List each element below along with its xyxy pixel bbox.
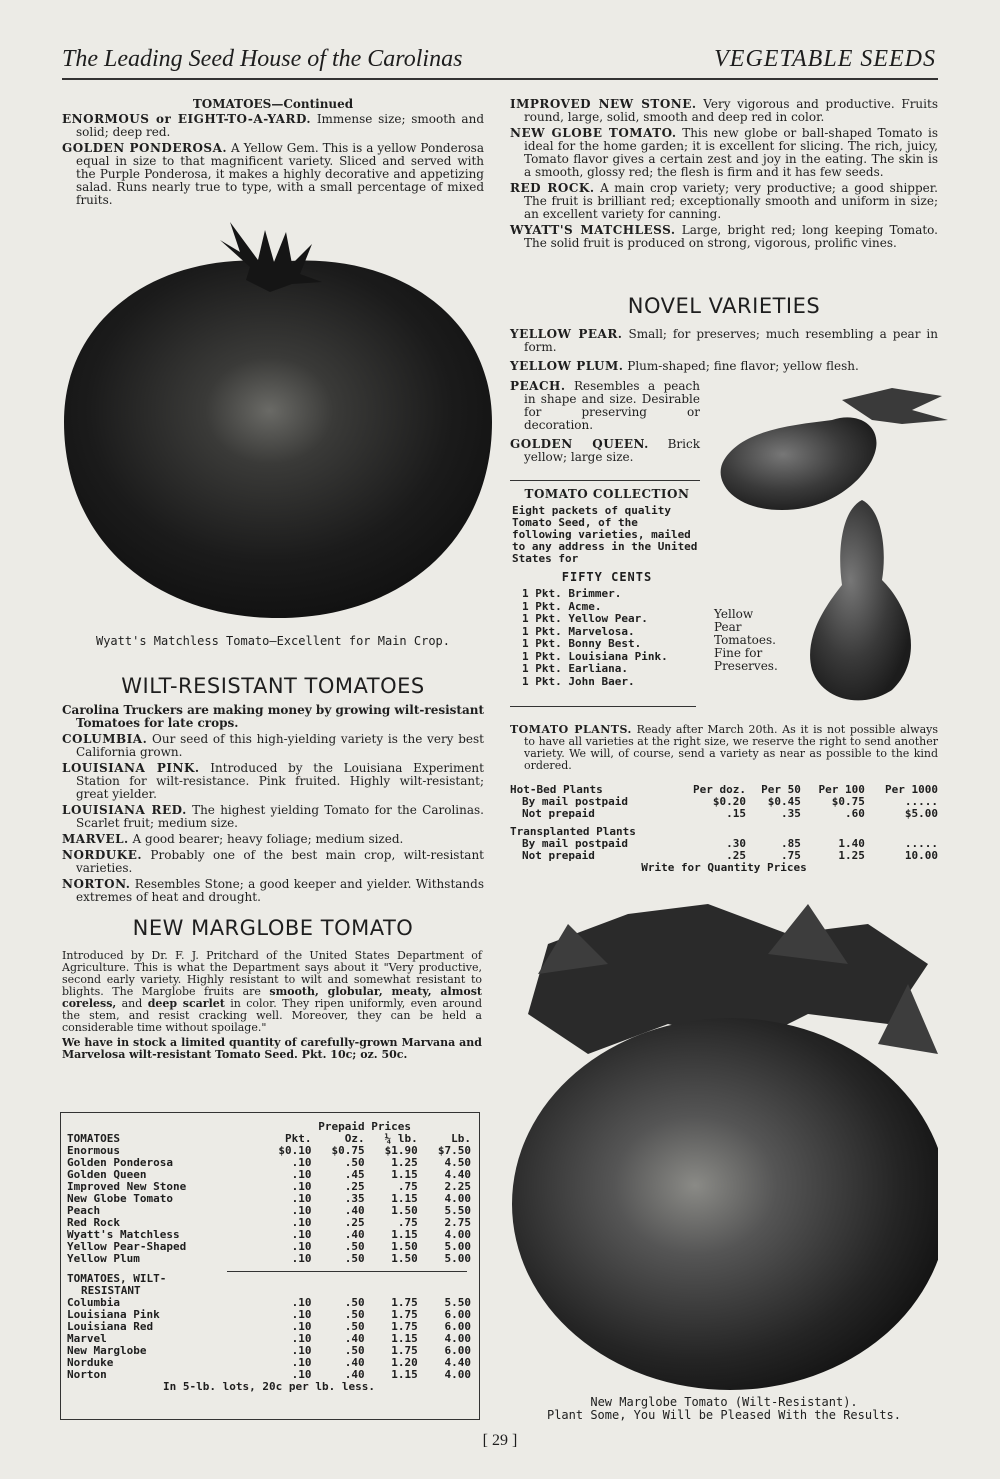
row-value: $0.45 [767,795,801,808]
row-value: .10 [291,1320,312,1333]
row-value: .40 [344,1368,365,1381]
wilt-resistant-heading: WILT-RESISTANT TOMATOES [121,674,425,698]
row-value: .40 [344,1356,365,1369]
left-top-text [62,98,484,210]
row-value: .10 [291,1344,312,1357]
plants-col-per-50: Per 50 [761,783,801,796]
price-table-title: Prepaid Prices [318,1120,412,1133]
wilt-item-louisiana-red: LOUISIANA RED. The highest yielding Tomato for the Carolinas. Scarlet fruit; medium size. [62,803,484,830]
header-left-title: The Leading Seed House of the Carolinas [62,46,463,72]
wilt-item-norton: NORTON. Resembles Stone; a good keeper and yielder. Withstands extremes of heat and drought. [62,877,484,904]
marglobe-text [62,950,482,1061]
row-value: .50 [344,1344,365,1357]
row-value: .10 [291,1332,312,1345]
new-marglobe-tomato-photo [508,904,938,1394]
row-value: .25 [726,849,746,862]
wyatts-caption: Wyatt's Matchless Tomato—Excellent for Main Crop. [95,634,450,648]
row-value: $0.75 [331,1144,365,1157]
col-pkt: Pkt. [284,1132,312,1145]
collection-item: 1 Pkt. Bonny Best. [522,637,642,650]
collection-text: Eight packets of quality Tomato Seed, of the following varieties, mailed to any address in the United States for [512,504,698,565]
row-value: .10 [291,1192,312,1205]
row-value: .50 [344,1252,365,1265]
row-value: 1.15 [391,1332,418,1345]
row-value: .10 [291,1204,312,1217]
row-value: .50 [344,1320,365,1333]
item-new-globe: NEW GLOBE TOMATO. This new globe or ball-shaped Tomato is ideal for the home garden; it is excellent for slicing. The rich, juicy, Tomato flavor gives a certain zest and joy in the eating. The skin is a smooth, glossy red; the flesh is firm and it has few seeds. [510,126,938,179]
wyatts-matchless-tomato-photo [60,222,496,622]
row-label: Wyatt's Matchless [67,1228,180,1241]
row-value: 6.00 [444,1344,471,1357]
row-value: 5.50 [444,1204,471,1217]
row-value: .50 [344,1296,365,1309]
pear-caption [714,608,794,673]
wilt-intro: Carolina Truckers are making money by growing wilt-resistant Tomatoes for late crops. [62,703,484,730]
row-value: 1.25 [391,1156,418,1169]
collection-item: 1 Pkt. Earliana. [522,662,628,675]
row-value: .50 [344,1308,365,1321]
item-enormous: ENORMOUS or EIGHT-TO-A-YARD. Immense size; smooth and solid; deep red. [62,112,484,139]
row-value: 4.00 [444,1332,471,1345]
item-wyatts-matchless: WYATT'S MATCHLESS. Large, bright red; long keeping Tomato. The solid fruit is produced on strong, vigorous, prolific vines. [510,223,938,250]
marglobe-caption-line-1: New Marglobe Tomato (Wilt-Resistant). [590,1395,858,1409]
row-label: Not prepaid [522,807,595,820]
marglobe-stock-note: We have in stock a limited quantity of carefully-grown Marvana and Marvelosa wilt-resistant Tomato Seed. Pkt. 10c; oz. 50c. [62,1036,482,1061]
right-top-text [510,98,938,253]
row-value: $7.50 [437,1144,471,1157]
row-value: 1.50 [391,1252,418,1265]
row-label: Louisiana Pink [67,1308,160,1321]
row-value: .75 [780,849,801,862]
plants-price-table [510,784,938,874]
row-label: Not prepaid [522,849,595,862]
table-row [67,1253,471,1265]
collection-item: 1 Pkt. Yellow Pear. [522,612,648,625]
pear-caption-line-1: Yellow [714,607,754,621]
row-label: Marvel [67,1332,107,1345]
wilt-item-louisiana-pink: LOUISIANA PINK. Introduced by the Louisiana Experiment Station for wilt-resistance. Pink fruited. Highly wilt-resistant; great yielder. [62,761,484,801]
tomato-plants-text [510,724,938,772]
header-rule [62,78,938,80]
row-value: 4.00 [444,1368,471,1381]
row-value: .35 [780,807,801,820]
row-value: 1.75 [391,1344,418,1357]
row-value: 1.15 [391,1192,418,1205]
row-value: .60 [844,807,865,820]
new-marglobe-heading: NEW MARGLOBE TOMATO [132,916,414,940]
row-value: .10 [291,1240,312,1253]
price-table-box [60,1112,480,1420]
row-value: .25 [344,1180,365,1193]
marglobe-caption [510,1396,938,1422]
row-label: Golden Queen [67,1168,147,1181]
table-row [510,808,938,820]
row-label: Norduke [67,1356,114,1369]
row-value: .10 [291,1308,312,1321]
row-value: 4.00 [444,1228,471,1241]
row-value: $0.20 [712,795,746,808]
row-label: Enormous [67,1144,120,1157]
wilt-item-norduke: NORDUKE. Probably one of the best main crop, wilt-resistant varieties. [62,848,484,875]
row-label: New Globe Tomato [67,1192,173,1205]
row-value: .10 [291,1368,312,1381]
row-label: Yellow Pear-Shaped [67,1240,187,1253]
item-red-rock: RED ROCK. A main crop variety; very productive; a good shipper. The fruit is brilliant red; exceptionally smooth and uniform in size; an excellent variety for canning. [510,181,938,221]
row-label: Peach [67,1204,101,1217]
pear-caption-line-5: Preserves. [714,659,778,673]
wilt-item-marvel: MARVEL. A good bearer; heavy foliage; medium sized. [62,832,404,846]
row-value: .30 [726,837,746,850]
collection-heading: TOMATO COLLECTION [524,487,690,501]
row-value: 1.20 [391,1356,418,1369]
header-right-title: VEGETABLE SEEDS [714,46,936,72]
row-value: 4.40 [444,1356,471,1369]
row-value: $5.00 [904,807,938,820]
row-value: 1.25 [838,849,865,862]
plants-footer: Write for Quantity Prices [641,861,807,874]
wilt-resistant-list [62,704,484,907]
novel-varieties-heading: NOVEL VARIETIES [627,294,821,318]
row-value: .40 [344,1332,365,1345]
row-value: .35 [344,1192,365,1205]
plants-col-per-doz: Per doz. [693,783,746,796]
row-value: 10.00 [904,849,938,862]
tomato-collection [512,488,702,688]
row-value: .10 [291,1180,312,1193]
row-label: By mail postpaid [522,795,628,808]
row-value: 5.50 [444,1296,471,1309]
tomatoes-continued-heading: TOMATOES—Continued [192,97,354,111]
collection-item: 1 Pkt. Brimmer. [522,587,622,600]
row-value: 1.75 [391,1308,418,1321]
plants-col-per-1000: Per 1000 [885,783,938,796]
price-table-section-wilt-b: RESISTANT [81,1284,141,1297]
collection-item: 1 Pkt. Acme. [522,599,602,613]
novel-item-peach: PEACH. Resembles a peach in shape and size. Desirable for preserving or decoration. [510,379,700,432]
collection-rule-top [510,480,700,481]
item-improved-new-stone: IMPROVED NEW STONE. Very vigorous and productive. Fruits round, large, solid, smooth and deep red in color. [510,97,938,124]
row-value: 1.15 [391,1368,418,1381]
row-value: ..... [904,795,938,808]
row-value: 1.40 [838,837,865,850]
marglobe-caption-line-2: Plant Some, You Will be Pleased With the Results. [546,1408,901,1422]
page-number: [ 29 ] [482,1432,518,1449]
row-value: .45 [344,1168,365,1181]
row-value: 1.75 [391,1320,418,1333]
row-value: 2.25 [444,1180,471,1193]
plants-group-transplanted: Transplanted Plants [510,825,636,838]
col-lb: Lb. [451,1132,471,1145]
collection-rule-bottom [510,706,696,707]
row-value: .10 [291,1228,312,1241]
row-value: 1.75 [391,1296,418,1309]
wilt-item-columbia: COLUMBIA. Our seed of this high-yielding variety is the very best California grown. [62,732,484,759]
row-label: Norton [67,1368,107,1381]
row-value: .75 [397,1180,418,1193]
row-value: .10 [291,1156,312,1169]
collection-item: 1 Pkt. Marvelosa. [522,624,635,638]
row-value: 5.00 [444,1252,471,1265]
col-oz: Oz. [344,1132,365,1145]
price-table-footnote: In 5-lb. lots, 20c per lb. less. [163,1380,375,1393]
row-value: ..... [904,837,938,850]
row-label: Improved New Stone [67,1180,187,1193]
row-label: Yellow Plum [67,1252,140,1265]
row-value: .15 [726,807,746,820]
collection-item: 1 Pkt. Louisiana Pink. [522,649,668,663]
novel-item-golden-queen: GOLDEN QUEEN. Brick yellow; large size. [510,437,700,464]
row-value: 2.75 [444,1216,471,1229]
item-golden-ponderosa: GOLDEN PONDEROSA. A Yellow Gem. This is a yellow Ponderosa equal in size to that magnificent variety. Sliced and served with the Purple Ponderosa, it makes a highly decorative and appetizing salad. Runs nearly true to type, with a small percentage of mixed fruits. [62,141,484,207]
row-value: .40 [344,1228,365,1241]
row-value: $0.10 [278,1144,312,1157]
row-value: $0.75 [831,795,865,808]
collection-item: 1 Pkt. John Baer. [522,674,635,688]
novel-varieties-list [510,328,938,379]
price-table [67,1121,471,1393]
marglobe-description: Introduced by Dr. F. J. Pritchard of the United States Department of Agriculture. This is what the Department says about it "Very productive, second early variety. Highly resistant to wilt and somewhat resistant to blights. The Marglobe fruits are smooth, globular, meaty, almost coreless, and deep scarlet in color. They ripen uniformly, even around the stem, and resist cracking well. Moreover, they can be held a considerable time without spoilage." [62,949,482,1034]
row-value: 1.50 [391,1204,418,1217]
row-label: By mail postpaid [522,837,628,850]
row-value: 4.50 [444,1156,471,1169]
row-value: 6.00 [444,1308,471,1321]
row-value: 1.15 [391,1228,418,1241]
row-value: 1.50 [391,1240,418,1253]
row-value: $1.90 [384,1144,418,1157]
row-value: .10 [291,1168,312,1181]
pear-caption-line-4: Fine for [714,646,763,660]
row-label: Red Rock [67,1216,120,1229]
row-value: .50 [344,1156,365,1169]
row-value: 1.15 [391,1168,418,1181]
collection-price: FIFTY CENTS [561,570,653,584]
row-value: .75 [397,1216,418,1229]
pear-caption-line-2: Pear [714,620,742,634]
row-value: 4.00 [444,1192,471,1205]
row-label: Columbia [67,1296,120,1309]
collection-items [512,588,702,688]
row-value: 5.00 [444,1240,471,1253]
row-label: Louisiana Red [67,1320,154,1333]
plants-group-hotbed: Hot-Bed Plants [510,783,603,796]
price-table-section-wilt-a: TOMATOES, WILT- [67,1272,167,1285]
row-value: .10 [291,1216,312,1229]
row-value: .85 [780,837,801,850]
row-value: 4.40 [444,1168,471,1181]
row-value: .10 [291,1296,312,1309]
row-value: .40 [344,1204,365,1217]
row-value: 6.00 [444,1320,471,1333]
plants-col-per-100: Per 100 [818,783,865,796]
row-value: .50 [344,1240,365,1253]
plants-description: TOMATO PLANTS. Ready after March 20th. As it is not possible always to have all varieties at the right size, we reserve the right to send another variety. We will, of course, send a variety as near as possible to the kind ordered. [510,723,938,772]
row-label: New Marglobe [67,1344,147,1357]
pear-caption-line-3: Tomatoes. [714,633,776,647]
row-value: .10 [291,1252,312,1265]
novel-varieties-narrow [510,380,700,467]
row-label: Golden Ponderosa [67,1156,173,1169]
novel-item-yellow-plum: YELLOW PLUM. Plum-shaped; fine flavor; yellow flesh. [510,359,859,373]
col-quarter-lb: ¼ lb. [384,1132,418,1145]
row-value: .10 [291,1356,312,1369]
novel-item-yellow-pear: YELLOW PEAR. Small; for preserves; much resembling a pear in form. [510,327,938,354]
price-table-section-tomatoes: TOMATOES [67,1132,120,1145]
row-value: .25 [344,1216,365,1229]
